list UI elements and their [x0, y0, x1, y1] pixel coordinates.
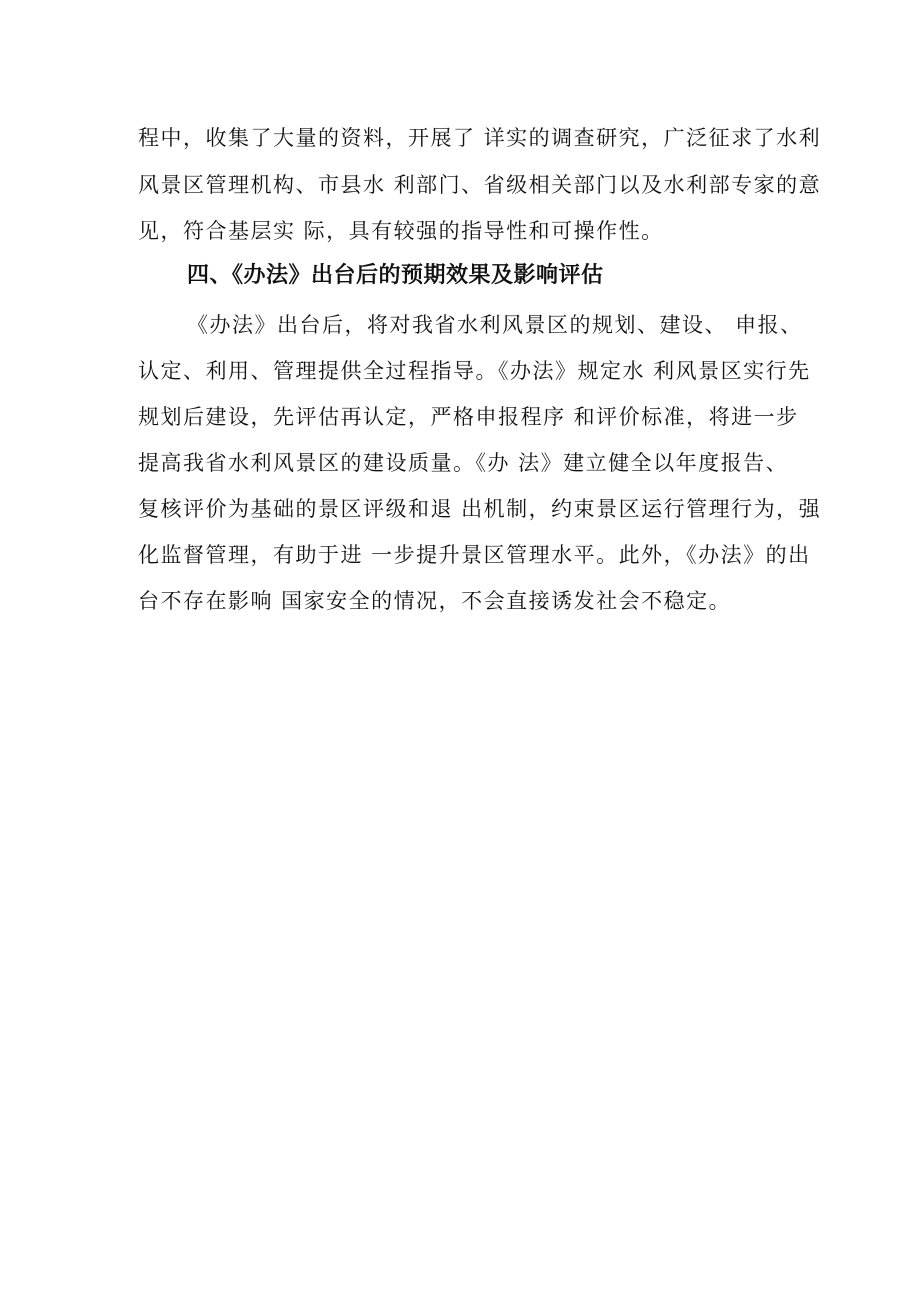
intro-line-1: 程中，收集了大量的资料，开展了 详实的调查研究，广泛征求了水利 [138, 126, 822, 150]
body-line-1: 《办法》出台后，将对我省水利风景区的规划、建设、 申报、 [187, 313, 803, 337]
body-line-4: 提高我省水利风景区的建设质量。《办 法》建立健全以年度报告、 [138, 451, 789, 475]
body-line-7: 台不存在影响 国家安全的情况，不会直接诱发社会不稳定。 [138, 589, 732, 613]
body-line-3: 规划后建设，先评估再认定，严格申报程序 和评价标准，将进一步 [138, 405, 799, 429]
intro-line-2: 风景区管理机构、市县水 利部门、省级相关部门以及水利部专家的意 [138, 173, 822, 197]
section-heading: 四、《办法》出台后的预期效果及影响评估 [187, 263, 604, 288]
intro-line-3: 见，符合基层实 际，具有较强的指导性和可操作性。 [138, 219, 664, 243]
body-line-2: 认定、利用、管理提供全过程指导。《办法》规定水 利风景区实行先 [138, 359, 811, 383]
body-line-6: 化监督管理，有助于进 一步提升景区管理水平。此外，《办法》的出 [138, 543, 811, 567]
body-line-5: 复核评价为基础的景区评级和退 出机制，约束景区运行管理行为，强 [138, 497, 822, 521]
